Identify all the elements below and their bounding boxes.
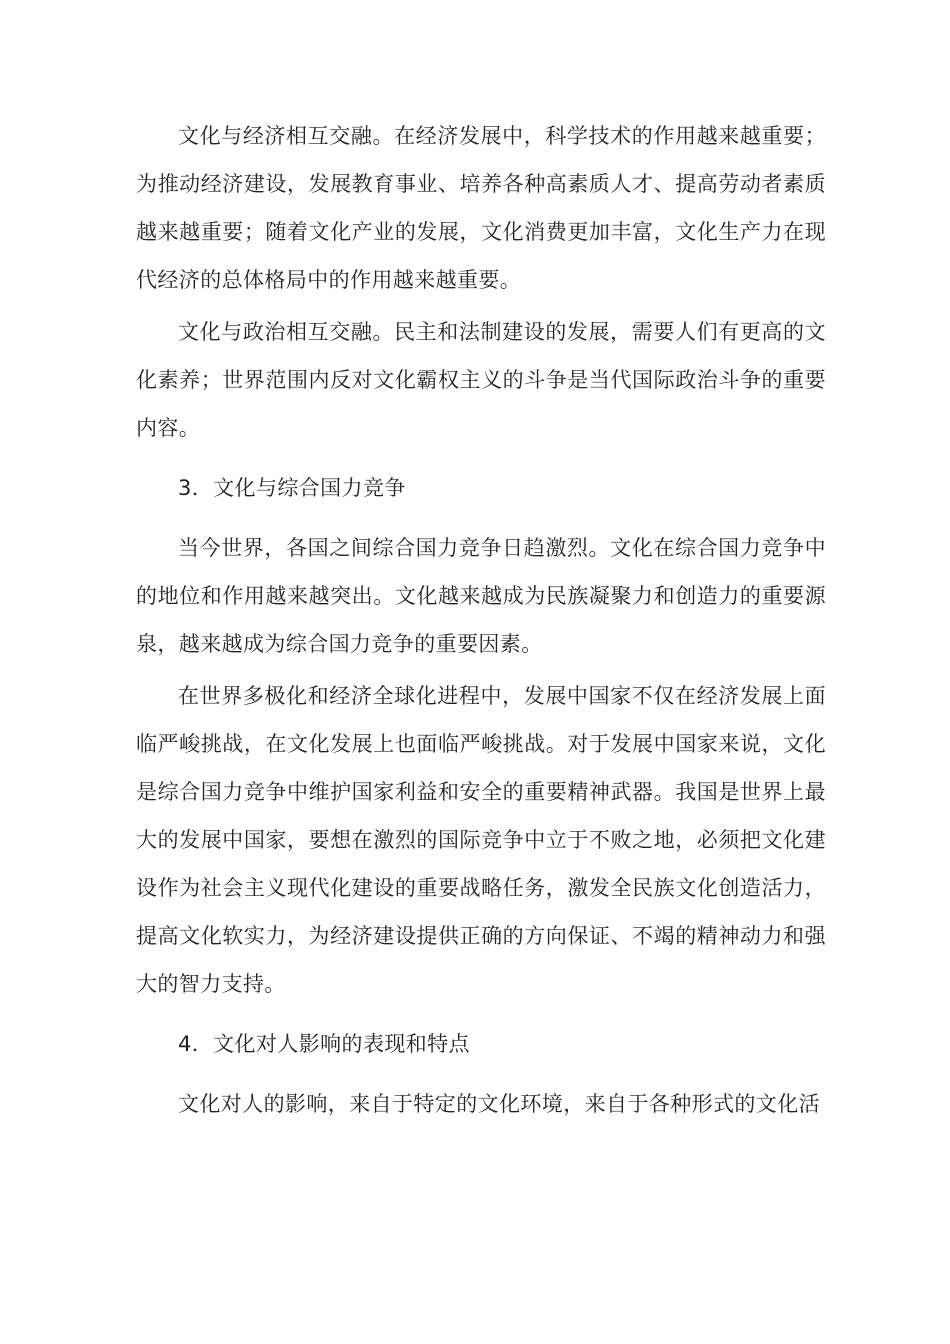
paragraph-developing-countries: 在世界多极化和经济全球化进程中，发展中国家不仅在经济发展上面临严峻挑战，在文化发展上也面临严峻挑战。对于发展中国家来说，文化是综合国力竞争中维护国家利益和安全的重要精神武器。我国是世界上最大的发展中国家，要想在激烈的国际竞争中立于不败之地，必须把文化建设作为社会主义现代化建设的重要战略任务，激发全民族文化创造活力，提高文化软实力，为经济建设提供正确的方向保证、不竭的精神动力和强大的智力支持。 [136, 684, 826, 996]
paragraph-culture-influence: 文化对人的影响，来自于特定的文化环境，来自于各种形式的文化活 [178, 1092, 820, 1116]
section-heading-4: 4．文化对人影响的表现和特点 [178, 1032, 470, 1056]
paragraph-culture-politics: 文化与政治相互交融。民主和法制建设的发展，需要人们有更高的文化素养；世界范围内反对文化霸权主义的斗争是当代国际政治斗争的重要内容。 [136, 320, 826, 440]
paragraph-culture-economy: 文化与经济相互交融。在经济发展中，科学技术的作用越来越重要；为推动经济建设，发展教育事业、培养各种高素质人才、提高劳动者素质越来越重要；随着文化产业的发展，文化消费更加丰富，文化生产力在现代经济的总体格局中的作用越来越重要。 [136, 124, 826, 292]
paragraph-national-power: 当今世界，各国之间综合国力竞争日趋激烈。文化在综合国力竞争中的地位和作用越来越突出。文化越来越成为民族凝聚力和创造力的重要源泉，越来越成为综合国力竞争的重要因素。 [136, 536, 826, 656]
document-page [136, 112, 826, 1128]
section-heading-3: 3．文化与综合国力竞争 [178, 476, 406, 500]
